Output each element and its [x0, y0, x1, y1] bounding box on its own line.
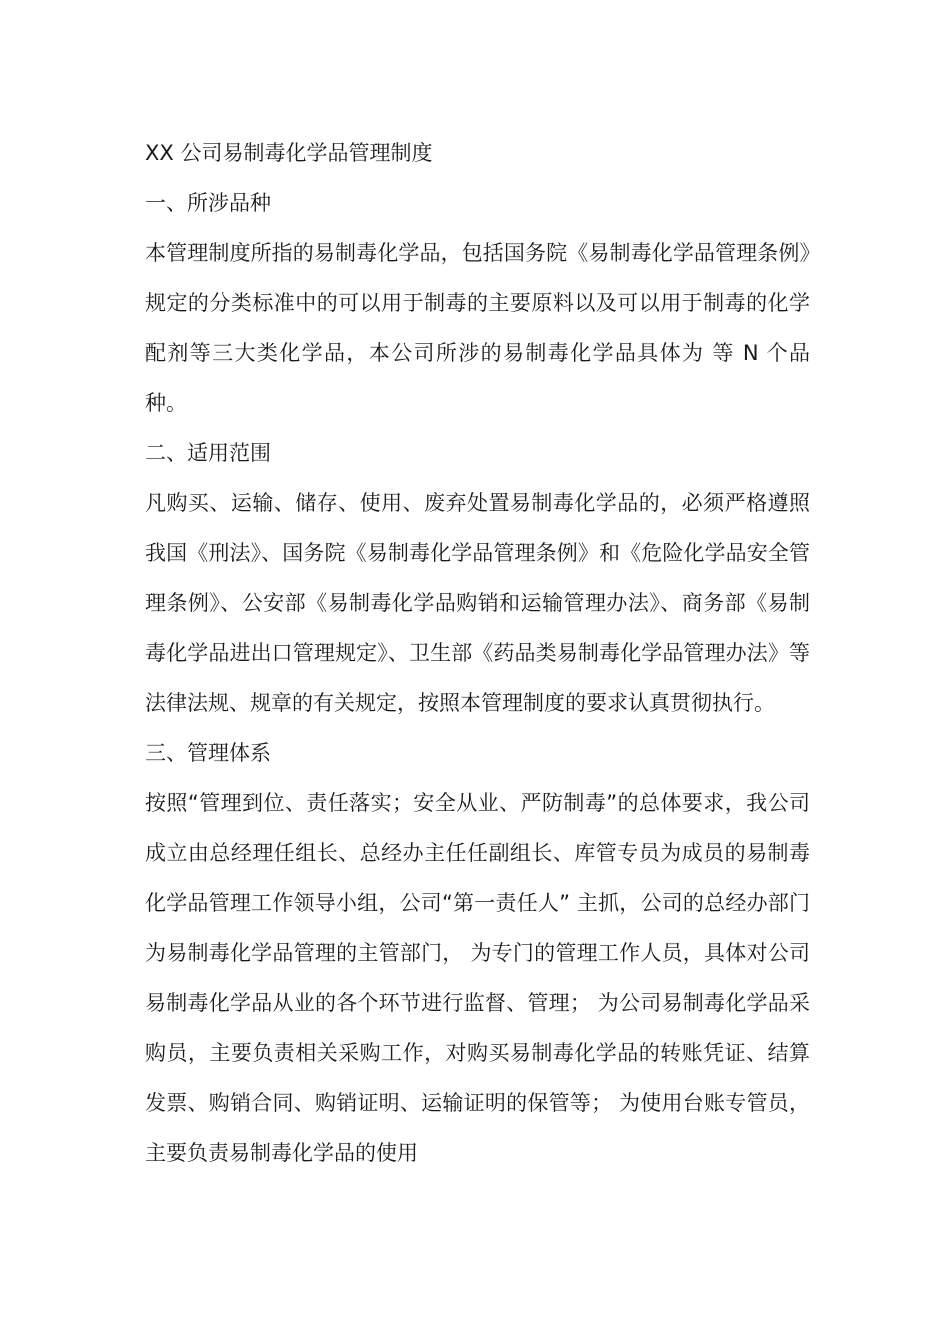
section-heading-management-system: 三、管理体系 — [145, 741, 271, 765]
section-body-scope: 凡购买、运输、储存、使用、废弃处置易制毒化学品的，必须严格遵照我国《刑法》、国务院《易制毒化学品管理条例》和《危险化学品安全管理条例》、公安部《易制毒化学品购销和运输管理办法》、商务部《易制毒化学品进出口管理规定》、卫生部《药品类易制毒化学品管理办法》等法律法规、规章的有关规定，按照本管理制度的要求认真贯彻执行。 — [145, 491, 810, 715]
document-content — [145, 128, 810, 1178]
section-heading-scope: 二、适用范围 — [145, 441, 271, 465]
document-title: XX 公司易制毒化学品管理制度 — [145, 141, 433, 165]
section-body-management-system: 按照“管理到位、责任落实；安全从业、严防制毒”的总体要求，我公司成立由总经理任组长、总经办主任任副组长、库管专员为成员的易制毒化学品管理工作领导小组，公司“第一责任人” 主抓，公司的总经办部门为易制毒化学品管理的主管部门， 为专门的管理工作人员，具体对公司易制毒化学品从业的各个环节进行监督、管理； 为公司易制毒化学品采购员，主要负责相关采购工作，对购买易制毒化学品的转账凭证、结算发票、购销合同、购销证明、运输证明的保管等； 为使用台账专管员，主要负责易制毒化学品的使用 — [145, 791, 810, 1165]
section-heading-varieties: 一、所涉品种 — [145, 191, 271, 215]
section-body-varieties: 本管理制度所指的易制毒化学品，包括国务院《易制毒化学品管理条例》规定的分类标准中的可以用于制毒的主要原料以及可以用于制毒的化学配剂等三大类化学品，本公司所涉的易制毒化学品具体为 等 N 个品种。 — [145, 241, 810, 415]
